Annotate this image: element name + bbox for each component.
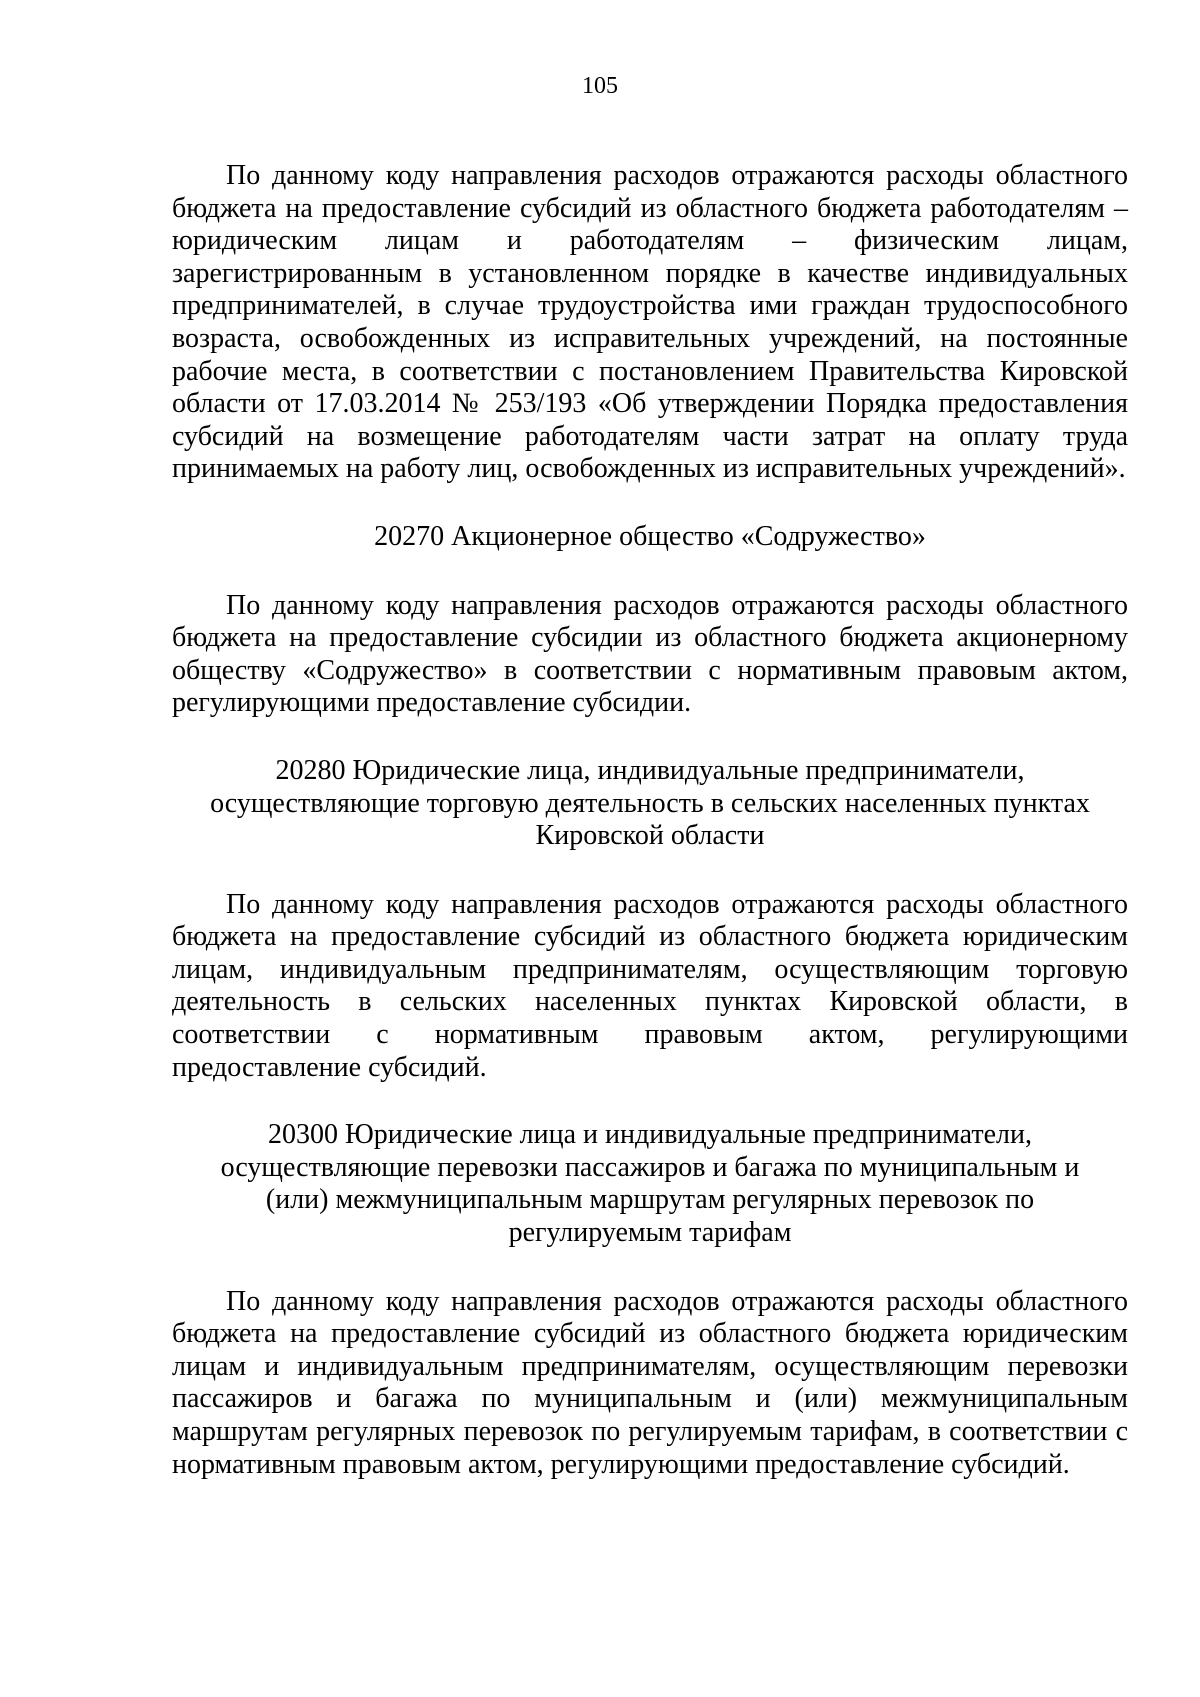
page-number: 105 [582,73,618,99]
paragraph-sodruzhestvo-subsidy: По данному коду направления расходов отражаются расходы областного бюджета на предоставление субсидии из областного бюджета акционерному обществу «Содружество» в соответствии с нормативным правовым актом, регулирующими предоставление субсидии. [172,589,1128,719]
paragraph-rural-trade-subsidy: По данному коду направления расходов отражаются расходы областного бюджета на предоставление субсидий из областного бюджета юридическим лицам, индивидуальным предпринимателям, осуществляющим торговую деятельность в сельских населенных пунктах Кировской области, в соответствии с нормативным правовым актом, регулирующими предоставление субсидий. [172,888,1128,1083]
paragraph-employers-subsidy: По данному коду направления расходов отражаются расходы областного бюджета на предоставление субсидий из областного бюджета работодателям – юридическим лицам и работодателям – физическим лицам, зарегистрированным в установленном порядке в качестве индивидуальных предпринимателей, в случае трудоустройства ими граждан трудоспособного возраста, освобожденных из исправительных учреждений, на постоянные рабочие места, в соответствии с постановлением Правительства Кировской области от 17.03.2014 № 253/193 «Об утверждении Порядка предоставления субсидий на возмещение работодателям части затрат на оплату труда принимаемых на работу лиц, освобожденных из исправительных учреждений». [172,160,1128,485]
paragraph-transport-subsidy: По данному коду направления расходов отражаются расходы областного бюджета на предоставление субсидий из областного бюджета юридическим лицам и индивидуальным предпринимателям, осуществляющим перевозки пассажиров и багажа по муниципальным и (или) межмуниципальным маршрутам регулярных перевозок по регулируемым тарифам, в соответствии с нормативным правовым актом, регулирующими предоставление субсидий. [172,1285,1128,1480]
heading-20270: 20270 Акционерное общество «Содружество» [374,520,926,552]
heading-20280: 20280 Юридические лица, индивидуальные предприниматели, осуществляющие торговую деятельность в сельских населенных пунктах Кировской области [210,754,1090,852]
document-body [172,160,1128,1481]
heading-20300: 20300 Юридические лица и индивидуальные предприниматели, осуществляющие перевозки пассажиров и багажа по муниципальным и (или) межмуниципальным маршрутам регулярных перевозок по регулируемым тарифам [220,1119,1080,1249]
